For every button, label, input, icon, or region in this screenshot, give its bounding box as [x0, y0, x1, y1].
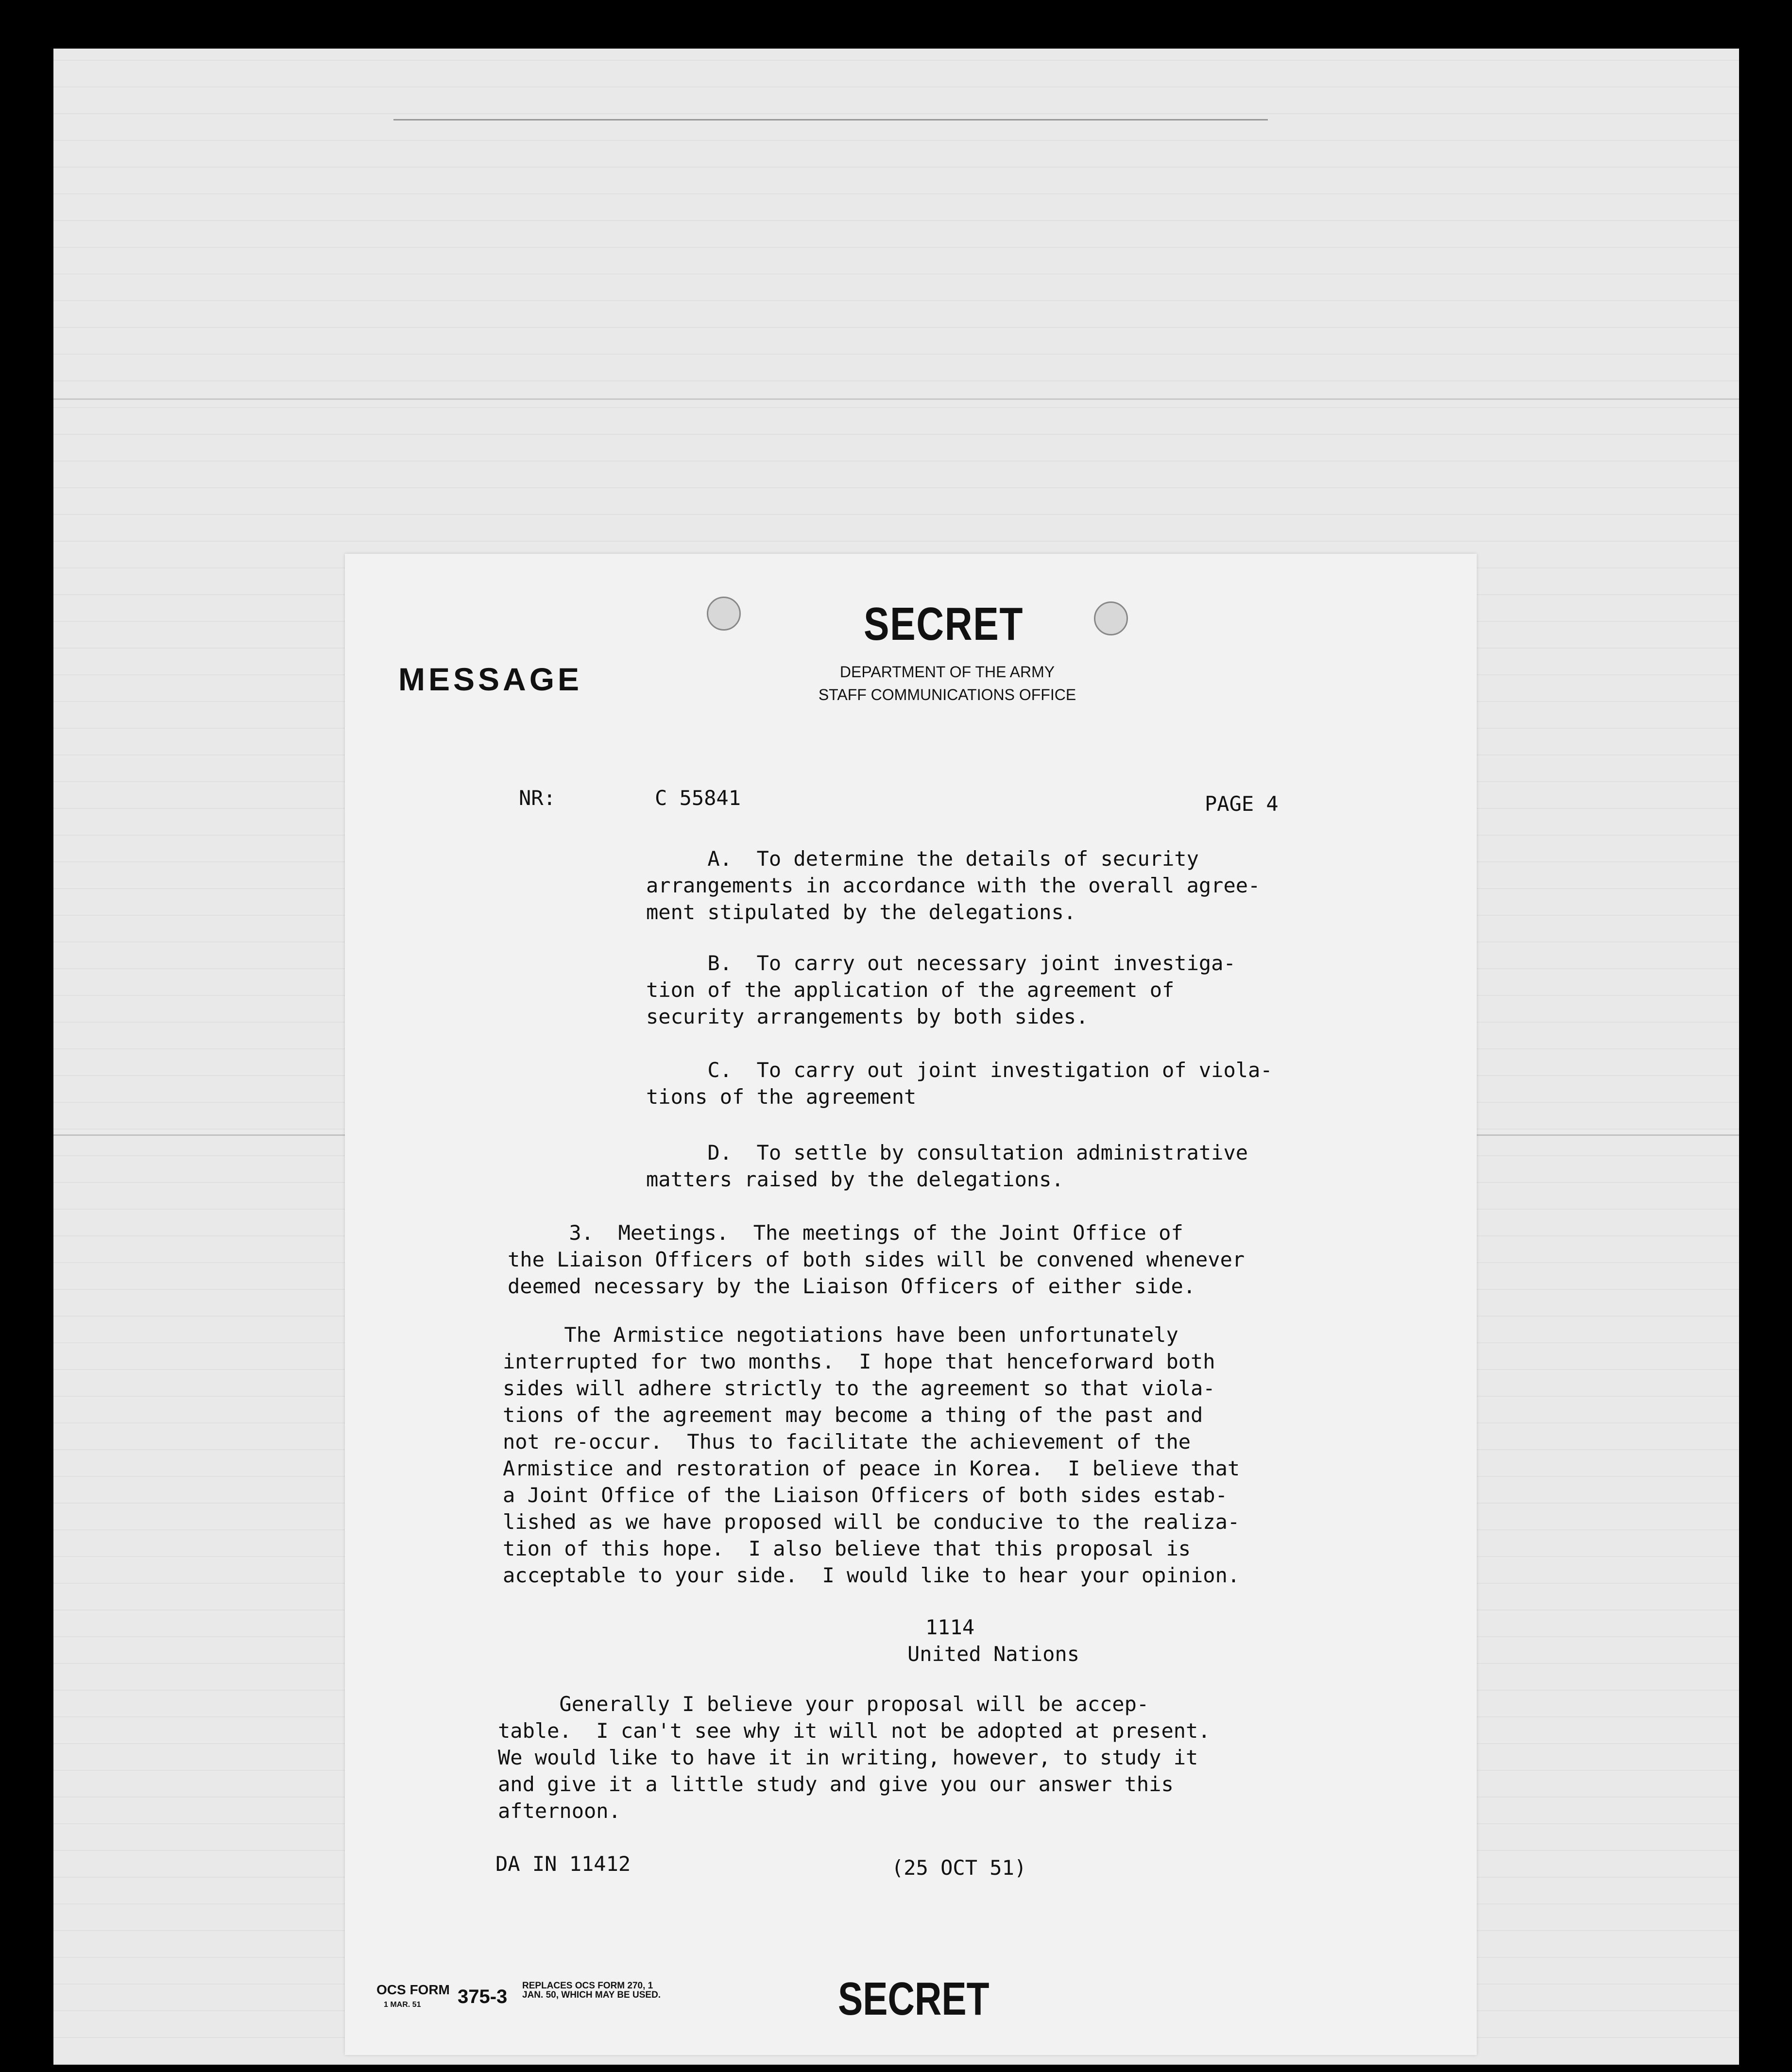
paragraph-b: B. To carry out necessary joint investiga- tion of the application of the agreement of security arrangements by both sides. [646, 951, 1236, 1028]
scan-artifact [53, 398, 1739, 400]
paragraph-meetings: 3. Meetings. The meetings of the Joint Office of the Liaison Officers of both sides will be convened whenever deemed necessary by the Liaison Officers of either side. [508, 1221, 1245, 1298]
time-stamp: 1114 [925, 1615, 975, 1639]
punch-hole [1094, 601, 1128, 635]
form-label: OCS FORM [376, 1982, 450, 1997]
paragraph-d: D. To settle by consultation administrative matters raised by the delegations. [646, 1141, 1248, 1191]
paragraph-c: C. To carry out joint investigation of viola- tions of the agreement [646, 1058, 1273, 1109]
scan-artifact [393, 119, 1268, 120]
form-number: 375-3 [458, 1986, 508, 2007]
page-number: PAGE 4 [1205, 792, 1279, 816]
paragraph-un-reply: Generally I believe your proposal will be accep- table. I can't see why it will not be adopted at present. We would like to have it in writing, however, to study it and give it a little study and give you our answer this afternoon. [498, 1692, 1211, 1823]
punch-hole [707, 597, 741, 631]
office-name: STAFF COMMUNICATIONS OFFICE [818, 686, 1076, 703]
da-in-number: DA IN 11412 [495, 1852, 631, 1876]
nr-label: NR: [519, 786, 556, 810]
form-note: REPLACES OCS FORM 270, 1 JAN. 50, WHICH MAY BE USED. [522, 1981, 661, 2000]
form-title: MESSAGE [398, 661, 583, 697]
paragraph-a: A. To determine the details of security arrangements in accordance with the overall agree- ment stipulated by the delegations. [646, 847, 1261, 924]
classification-bottom: SECRET [838, 1973, 990, 2025]
department-name: DEPARTMENT OF THE ARMY [839, 663, 1055, 681]
message-form [345, 554, 1477, 2055]
paragraph-armistice: The Armistice negotiations have been unfortunately interrupted for two months. I hope that henceforward both sides will adhere strictly to the agreement so that viola- tions of the agreement may become a thing of the past and not re-occur. Thus to facilitate the achievement of the Armistice and restoration of peace in Korea. I believe that a Joint Office of the Liaison Officers of both sides estab- lished as we have proposed will be conducive to the realiza- tion of this hope. I also believe that this proposal is acceptable to your side. I would like to hear your opinion. [503, 1323, 1240, 1587]
form-date: 1 MAR. 51 [384, 2001, 421, 2009]
speaker-label: United Nations [907, 1642, 1080, 1666]
nr-value: C 55841 [655, 786, 741, 810]
classification-top: SECRET [864, 598, 1024, 650]
message-date: (25 OCT 51) [891, 1856, 1027, 1880]
